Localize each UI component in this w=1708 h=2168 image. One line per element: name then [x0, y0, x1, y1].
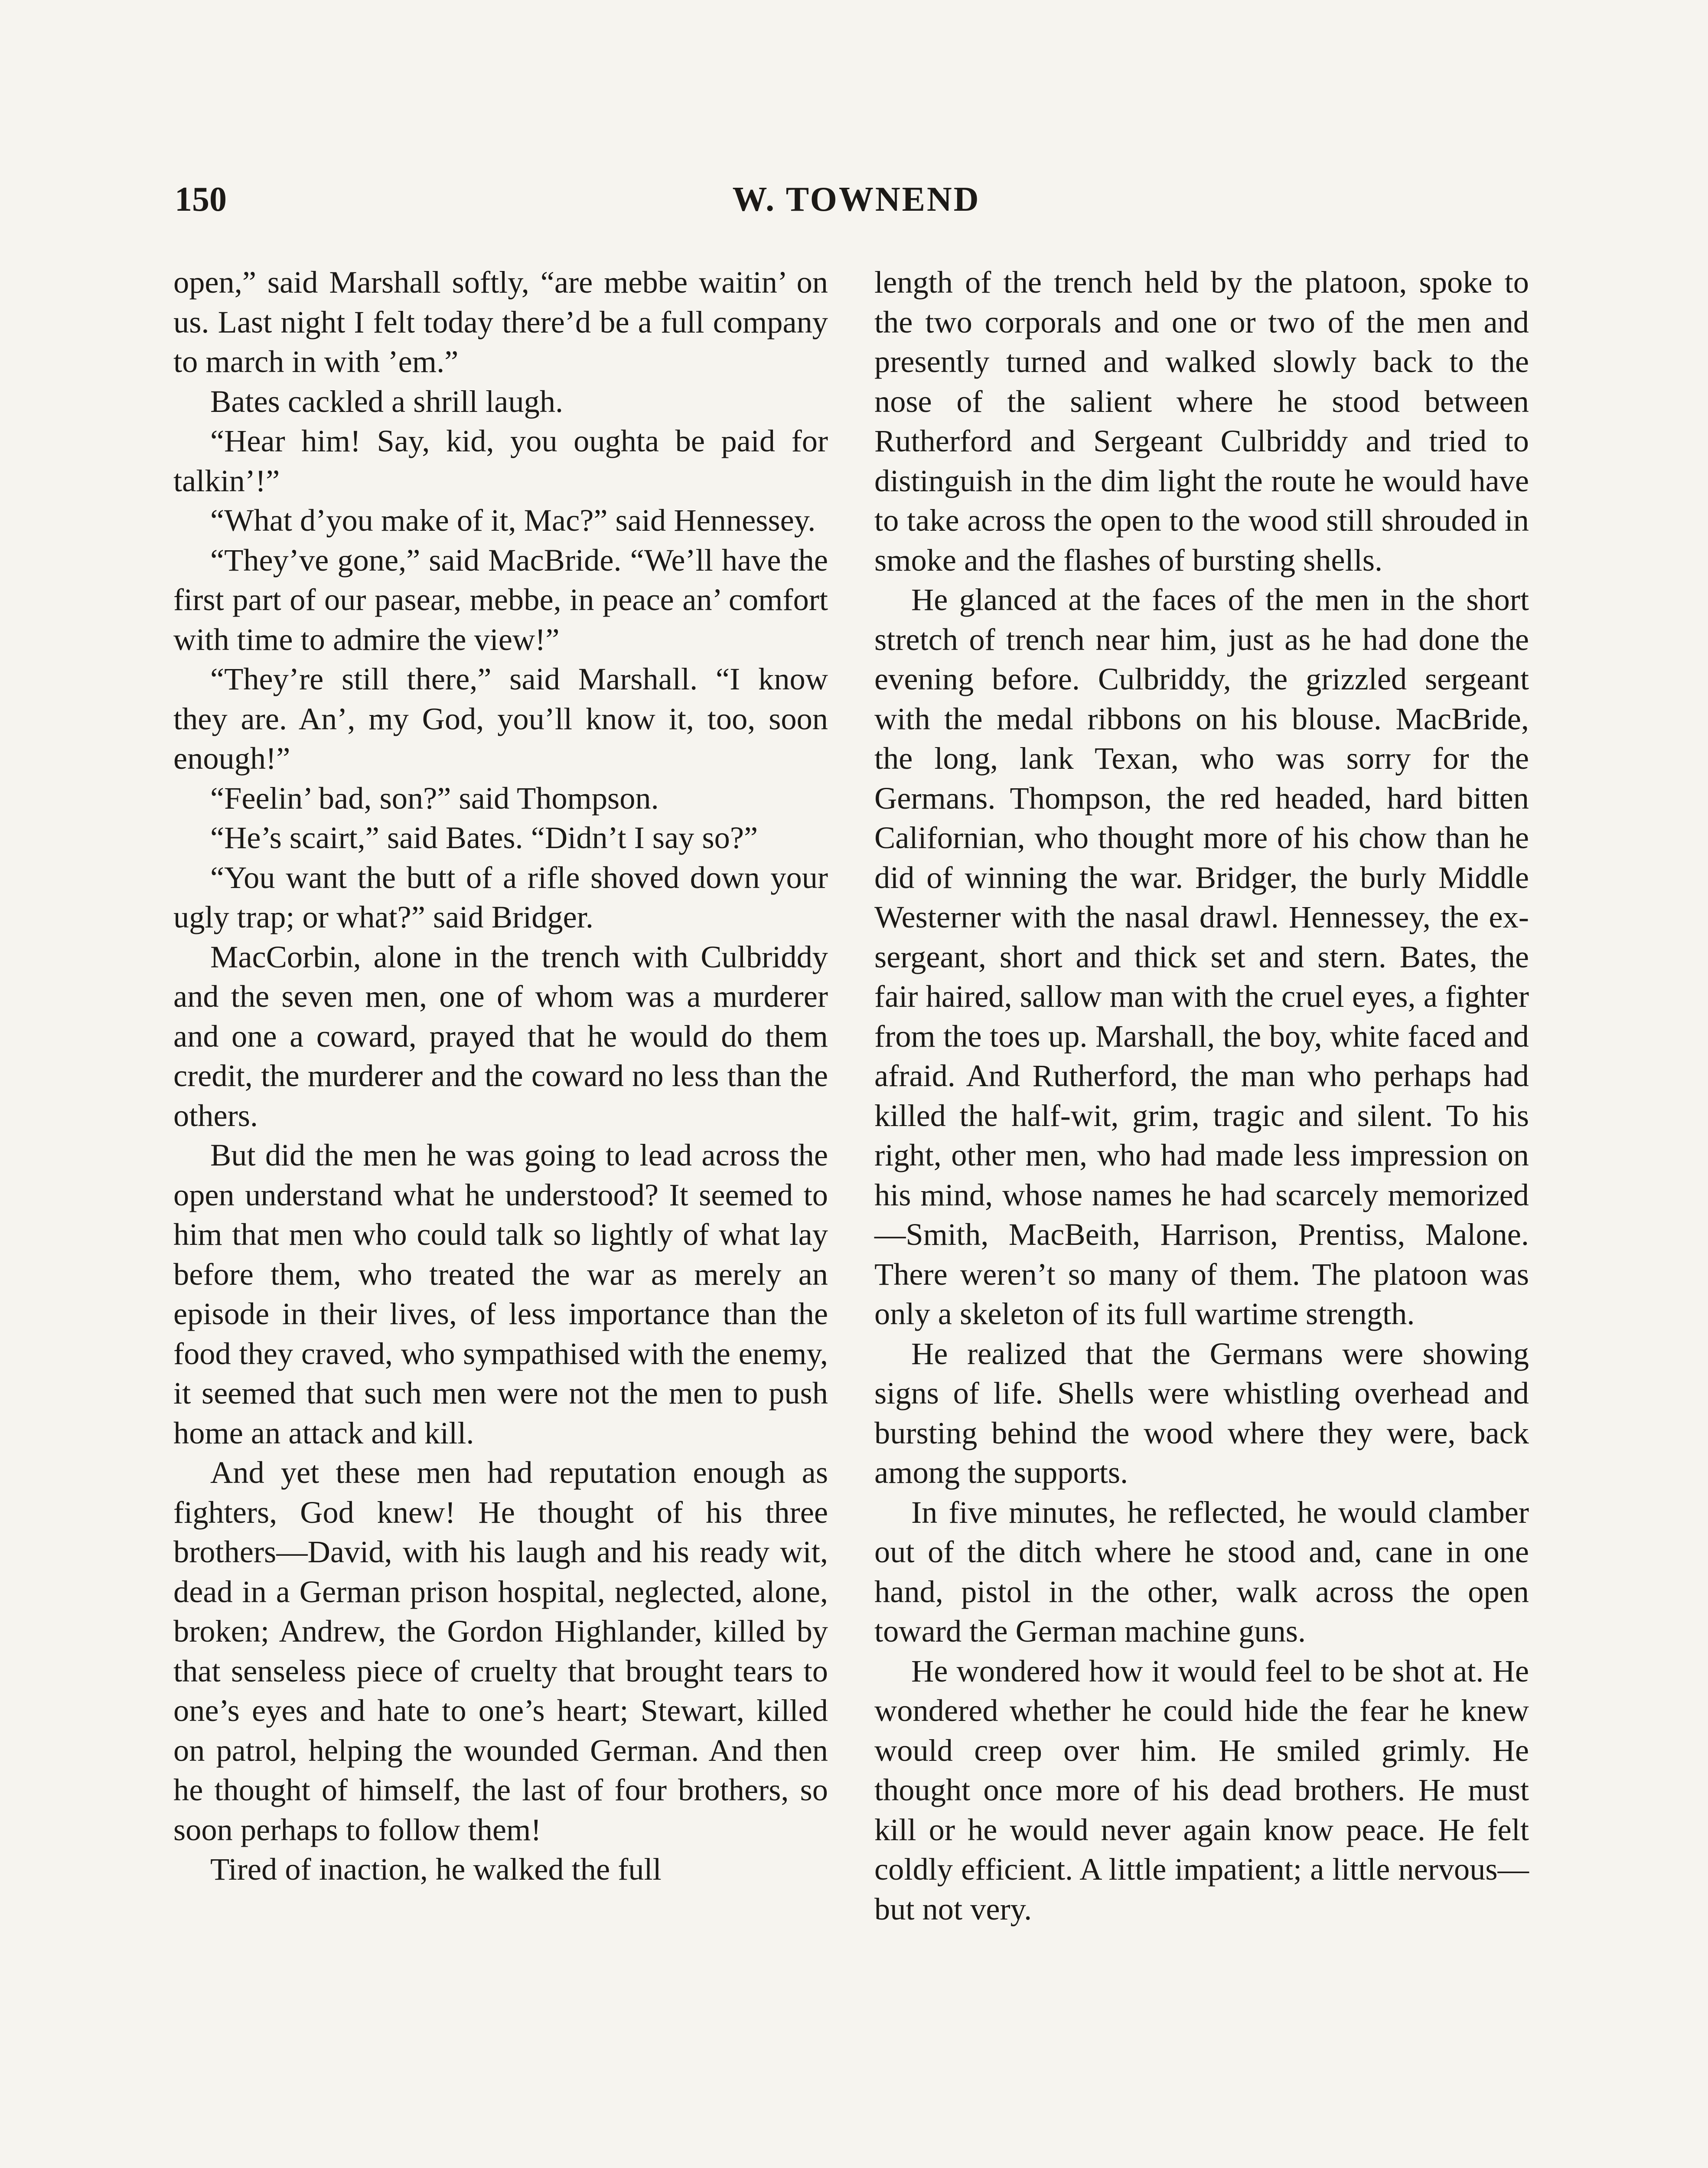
paragraph: “What d’you make of it, Mac?” said Hennessey. — [210, 503, 816, 538]
running-head-author: W. TOWNEND — [732, 180, 981, 219]
text-column-right — [874, 262, 1529, 1929]
paragraph: He wondered how it would feel to be shot at. He wondered whether he could hide the fear he knew would creep over him. He smiled grimly. He thought once more of his dead brothers. He must kill or he would never again know peace. He felt coldly efficient. A little impatient; a little nervous—but not very. — [874, 1653, 1529, 1926]
paragraph: MacCorbin, alone in the trench with Culbriddy and the seven men, one of whom was a murderer and one a coward, prayed that he would do them credit, the murderer and the coward no less than the others. — [173, 939, 828, 1133]
paragraph: Tired of inaction, he walked the full — [210, 1851, 662, 1887]
paragraph: But did the men he was going to lead across the open understand what he understood? It seemed to him that men who could talk so lightly of what lay before them, who treated the war as merely an episode in their lives, of less importance than the food they craved, who sympathised with the enemy, it seemed that such men were not the men to push home an attack and kill. — [173, 1137, 828, 1450]
paragraph: In five minutes, he reflected, he would clamber out of the ditch where he stood and, cane in one hand, pistol in the other, walk across the open toward the German machine guns. — [874, 1494, 1529, 1649]
paragraph: Bates cackled a shrill laugh. — [210, 383, 564, 419]
paragraph: “They’ve gone,” said MacBride. “We’ll have the first part of our pasear, mebbe, in peace an’ comfort with time to admire the view!” — [173, 542, 828, 657]
paragraph: open,” said Marshall softly, “are mebbe waitin’ on us. Last night I felt today there’d be a full company to march in with ’em.” — [173, 264, 828, 379]
text-column-left — [173, 262, 828, 1889]
paragraph: He realized that the Germans were showing signs of life. Shells were whistling overhead and bursting behind the wood where they were, back among the supports. — [874, 1335, 1529, 1490]
paragraph: “Feelin’ bad, son?” said Thompson. — [210, 780, 659, 816]
paragraph: “Hear him! Say, kid, you oughta be paid for talkin’!” — [173, 423, 828, 498]
paragraph: “He’s scairt,” said Bates. “Didn’t I say so?” — [210, 820, 758, 855]
paragraph: length of the trench held by the platoon, spoke to the two corporals and one or two of the men and presently turned and walked slowly back to the nose of the salient where he stood between Rutherford and Sergeant Culbriddy and tried to distinguish in the dim light the route he would have to take across the open to the wood still shrouded in smoke and the flashes of bursting shells. — [874, 264, 1529, 578]
paragraph: “You want the butt of a rifle shoved down your ugly trap; or what?” said Bridger. — [173, 859, 828, 934]
page-number: 150 — [175, 180, 227, 219]
paragraph: “They’re still there,” said Marshall. “I know they are. An’, my God, you’ll know it, too, soon enough!” — [173, 661, 828, 776]
paragraph: And yet these men had reputation enough as fighters, God knew! He thought of his three brothers—David, with his laugh and his ready wit, dead in a German prison hospital, neglected, alone, broken; Andrew, the Gordon Highlander, killed by that senseless piece of cruelty that brought tears to one’s eyes and hate to one’s heart; Stewart, killed on patrol, helping the wounded German. And then he thought of himself, the last of four brothers, so soon perhaps to follow them! — [173, 1455, 828, 1847]
page-header — [175, 171, 1538, 228]
paragraph: He glanced at the faces of the men in the short stretch of trench near him, just as he had done the evening before. Culbriddy, the grizzled sergeant with the medal ribbons on his blouse. MacBride, the long, lank Texan, who was sorry for the Germans. Thompson, the red headed, hard bitten Californian, who thought more of his chow than he did of winning the war. Bridger, the burly Middle Westerner with the nasal drawl. Hennessey, the ex-sergeant, short and thick set and stern. Bates, the fair haired, sallow man with the cruel eyes, a fighter from the toes up. Marshall, the boy, white faced and afraid. And Rutherford, the man who perhaps had killed the half-wit, grim, tragic and silent. To his right, other men, who had made less impression on his mind, whose names he had scarcely memorized—Smith, MacBeith, Harrison, Prentiss, Malone. There weren’t so many of them. The platoon was only a skeleton of its full wartime strength. — [874, 582, 1529, 1331]
